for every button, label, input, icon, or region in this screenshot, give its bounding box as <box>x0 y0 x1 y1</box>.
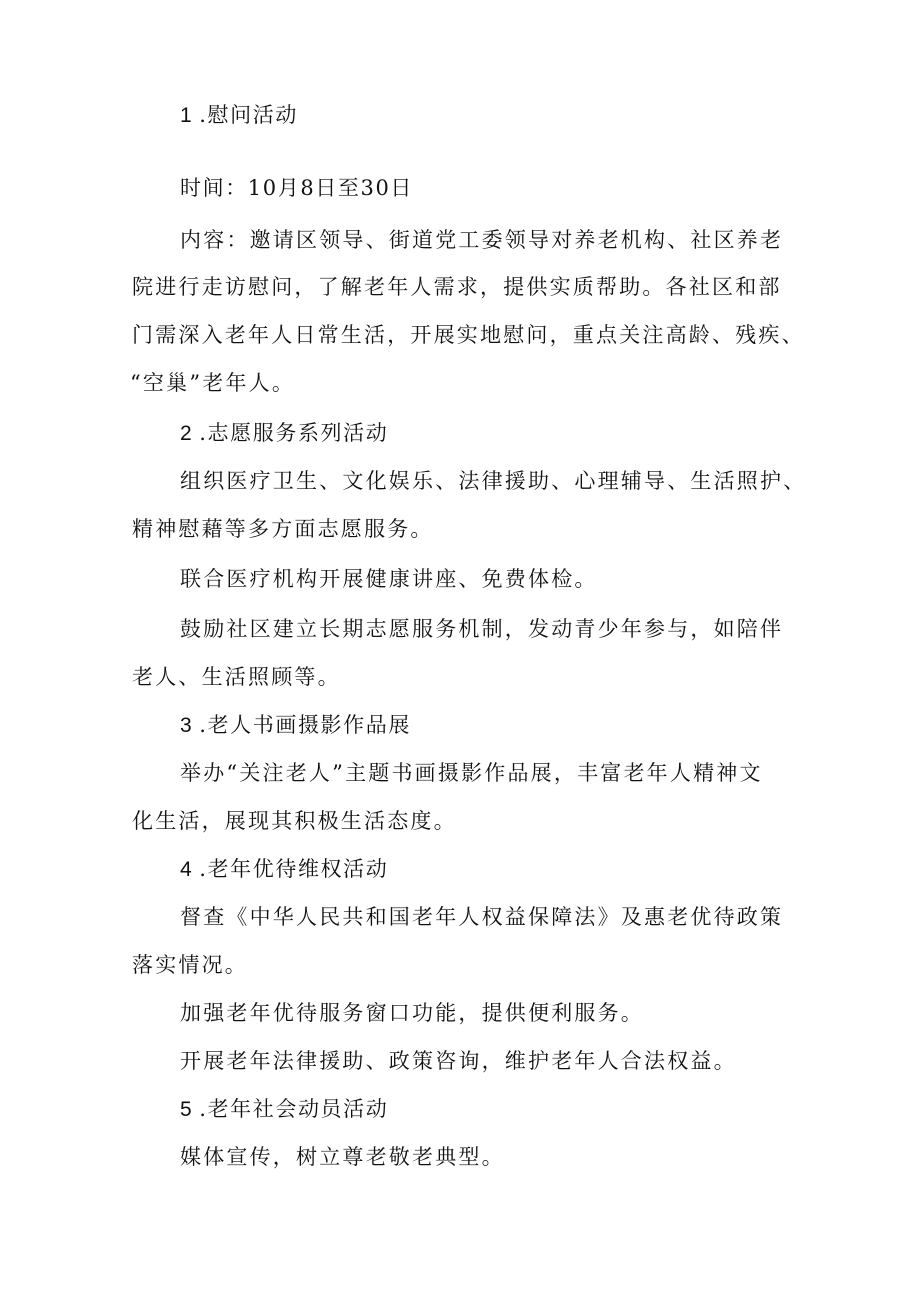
section-2-line-4: 鼓励社区建立长期志愿服务机制，发动青少年参与，如陪伴 <box>180 617 784 641</box>
section-1-title: .慰问活动 <box>199 103 298 127</box>
section-3-line-2: 化生活，展现其积极生活态度。 <box>132 809 457 833</box>
section-5-number: 5 <box>180 1098 194 1121</box>
section-2-line-1: 组织医疗卫生、文化娱乐、法律援助、心理辅导、生活照护、 <box>180 469 807 493</box>
section-2-line-2: 精神慰藉等多方面志愿服务。 <box>132 517 434 541</box>
section-4-line-1: 督查《中华人民共和国老年人权益保障法》及惠老优待政策 <box>180 905 784 929</box>
section-3-line-1: 举办“关注老人”主题书画摄影作品展，丰富老年人精神文 <box>180 761 763 785</box>
section-3-number: 3 <box>180 714 194 737</box>
section-4-line-2: 落实情况。 <box>132 953 248 977</box>
section-1-number: 1 <box>180 104 194 127</box>
section-4-line-3: 加强老年优待服务窗口功能，提供便利服务。 <box>180 1001 644 1025</box>
section-2-line-3: 联合医疗机构开展健康讲座、免费体检。 <box>180 567 598 591</box>
section-1-line-2: 院进行走访慰问，了解老年人需求，提供实质帮助。各社区和部 <box>132 275 782 299</box>
section-4-number: 4 <box>180 858 194 881</box>
section-3-title: .老人书画摄影作品展 <box>199 713 411 737</box>
section-1-line-3: 门需深入老年人日常生活，开展实地慰问，重点关注高龄、残疾、 <box>132 323 805 347</box>
section-3-heading <box>180 710 411 741</box>
section-2-title: .志愿服务系列活动 <box>199 421 389 445</box>
section-5-line-1: 媒体宣传，树立尊老敬老典型。 <box>180 1145 505 1169</box>
section-4-heading <box>180 854 388 885</box>
section-1-heading <box>180 100 298 131</box>
section-4-title: .老年优待维权活动 <box>199 857 389 881</box>
section-5-heading <box>180 1094 388 1125</box>
section-4-line-4: 开展老年法律援助、政策咨询，维护老年人合法权益。 <box>180 1049 737 1073</box>
section-2-line-5: 老人、生活照顾等。 <box>132 665 341 689</box>
section-5-title: .老年社会动员活动 <box>199 1097 389 1121</box>
section-2-heading <box>180 418 388 449</box>
section-1-line-1: 内容：邀请区领导、街道党工委领导对养老机构、社区养老 <box>180 228 784 252</box>
section-2-number: 2 <box>180 422 194 445</box>
section-1-time: 时间：10月8日至30日 <box>180 176 414 200</box>
section-1-line-4: “空巢”老年人。 <box>130 371 296 395</box>
